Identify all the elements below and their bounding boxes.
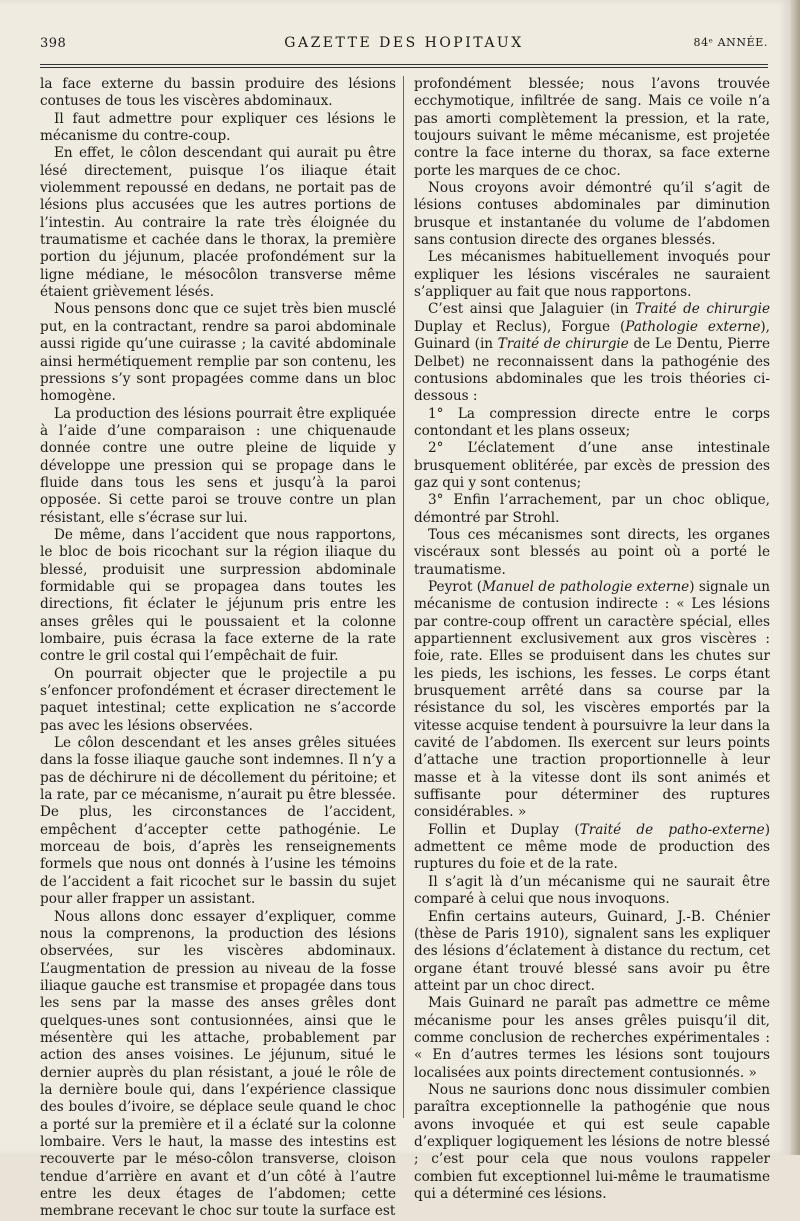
left-column	[40, 76, 396, 1221]
paragraph: Il s’agit là d’un mécanisme qui ne saurait être comparé à celui que nous invoquons.	[414, 873, 770, 908]
paragraph: Nous ne saurions donc nous dissimuler combien paraîtra exceptionnelle la pathogénie que nous avons invoquée et qui est seule capable d’expliquer logiquement les lésions de notre blessé ; c’est pour cela que nous voulons rappeler combien fut exceptionnel lui-même le traumatisme qui a déterminé ces lésions.	[414, 1081, 770, 1202]
paragraph-citations	[414, 579, 770, 822]
list-item: 3° Enfin l’arrachement, par un choc oblique, démontré par Strohl.	[414, 492, 770, 526]
paragraph: Tous ces mécanismes sont directs, les organes viscéraux sont blessés au point où a porté le traumatisme.	[414, 526, 770, 578]
text-run: C’est ainsi que Jalaguier (in	[428, 301, 635, 318]
page-edge	[790, 0, 800, 1155]
cited-work-title: Pathologie externe	[625, 318, 761, 335]
text-run: ), Guinard (in	[414, 318, 770, 353]
cited-work-title: Manuel de pathologie externe	[482, 578, 690, 595]
column-divider	[403, 76, 404, 1118]
cited-work-title: Traité de chirurgie	[497, 336, 629, 353]
header-rule-top	[40, 64, 768, 65]
paragraph: Enfin certains auteurs, Guinard, J.-B. Chénier (thèse de Paris 1910), signalent sans les expliquer des lésions d’éclatement à distance du rectum, cet organe étant trouvé blessé sans avoir pu être atteint par un choc direct.	[414, 908, 770, 994]
text-run: ) admettent ce même mode de production des ruptures du foie et de la rate.	[414, 821, 771, 873]
paragraph: Nous croyons avoir démontré qu’il s’agit de lésions contuses abdominales par diminution brusque et instantanée du volume de l’abdomen sans contusion directe des organes blessés.	[414, 180, 770, 249]
paragraph: Le côlon descendant et les anses grêles situées dans la fosse iliaque gauche sont indemnes. Il n’y a pas de déchirure ni de décollement du péritoine; et la rate, par ce mécanisme, n’aurait pu être blessée. De plus, les circonstances de l’accident, empêchent d’accepter cette pathogénie. Le morceau de bois, d’après les renseignements formels que nous ont donnés à l’usine les témoins de l’accident a fait ricochet sur le bassin du sujet pour aller frapper un assistant.	[40, 735, 396, 908]
paragraph: En effet, le côlon descendant qui aurait pu être lésé directement, puisque l’os iliaque était violemment repoussé en dedans, ne portait pas de lésions plus accusées que les autres portions de l’intestin. Au contraire la rate très éloignée du traumatisme et cachée dans le thorax, la première portion du jéjunum, placée profondément sur la ligne médiane, le mésocôlon transverse même étaient grièvement lésés.	[40, 145, 396, 301]
paragraph: Il faut admettre pour expliquer ces lésions le mécanisme du contre-coup.	[40, 110, 396, 145]
paragraph-citations	[414, 822, 770, 874]
right-column	[414, 76, 770, 1203]
page-number: 398	[40, 36, 67, 51]
cited-work-title: Traité de patho-externe	[579, 821, 765, 838]
paragraph: Nous pensons donc que ce sujet très bien musclé put, en la contractant, rendre sa paroi abdominale aussi rigide qu’une cuirasse ; la cavité abdominale ainsi hermétiquement remplie par son contenu, les pressions s’y sont propagées comme dans un bloc homogène.	[40, 301, 396, 405]
paragraph: Les mécanismes habituellement invoqués pour expliquer les lésions viscérales ne sauraient s’appliquer au fait que nous rapportons.	[414, 249, 770, 301]
text-run: de Le Dentu, Pierre Delbet) ne reconnaissent dans la pathogénie des contusions abdominales que les trois théories ci-dessous :	[414, 336, 770, 405]
journal-title: GAZETTE DES HOPITAUX	[284, 35, 524, 51]
paragraph: Mais Guinard ne paraît pas admettre ce même mécanisme pour les anses grêles puisqu’il dit, comme conclusion de recherches expérimentales : « En d’autres termes les lésions sont toujours localisées aux points directement contusionnés. »	[414, 995, 770, 1081]
text-run: Duplay et Reclus), Forgue (	[414, 318, 626, 335]
paragraph: profondément blessée; nous l’avons trouvée ecchymotique, infiltrée de sang. Mais ce voile n’a pas amorti complètement la pression, et la rate, toujours suivant le même mécanisme, est projetée contre la face interne du thorax, sa face externe porte les marques de ce choc.	[414, 76, 770, 179]
text-run: Peyrot (	[428, 578, 483, 595]
paragraph-citations	[414, 301, 770, 405]
running-header	[40, 30, 768, 58]
paragraph: De même, dans l’accident que nous rapportons, le bloc de bois ricochant sur la région iliaque du blessé, produisit une surpression abdominale formidable qui se propagea dans toutes les directions, fit éclater le jéjunum pris entre les anses grêles qui le poussaient et la colonne lombaire, puis écrasa la face externe de la rate contre le gril costal qui l’empêchait de fuir.	[40, 526, 396, 665]
text-run: ) signale un mécanisme de contusion indirecte : « Les lésions par contre-coup offrent un caractère spécial, elles appartiennent exclusivement aux gros viscères : foie, rate. Elles se produisent dans les chutes sur les pieds, les ischions, les fesses. Le corps étant brusquement arrêté dans sa course par la résistance du sol, les viscères emportés par la vitesse acquise tendent à poursuivre la leur dans la cavité de l’abdomen. Ils exercent sur leurs points d’attache une traction proportionnelle à leur masse et à la vitesse dont ils sont animés et suffisante pour déterminer des ruptures considérables. »	[414, 578, 770, 821]
paragraph: la face externe du bassin produire des lésions contuses de tous les viscères abdominaux.	[40, 76, 396, 110]
cited-work-title: Traité de chirurgie	[634, 301, 770, 318]
header-rule-bottom	[40, 67, 768, 68]
paragraph: On pourrait objecter que le projectile a pu s’enfoncer profondément et écraser directement le paquet intestinal; cette explication ne s’accorde pas avec les lésions observées.	[40, 665, 396, 734]
paragraph: La production des lésions pourrait être expliquée à l’aide d’une comparaison : une chiquenaude donnée contre une outre pleine de liquide y développe une pression qui se propage dans le fluide dans tous les sens et jusqu’à la paroi opposée. Si cette paroi se trouve contre un plan résistant, elle s’écrase sur lui.	[40, 405, 396, 526]
list-item: 2° L’éclatement d’une anse intestinale brusquement oblitérée, par excès de pression des gaz qui y sont contenus;	[414, 440, 770, 491]
year-label: 84ᵉ ANNÉE.	[693, 36, 768, 49]
text-run: Follin et Duplay (	[428, 821, 580, 838]
paragraph: Nous allons donc essayer d’expliquer, comme nous la comprenons, la production des lésions observées, sur les viscères abdominaux. L’augmentation de pression au niveau de la fosse iliaque gauche est transmise et propagée dans tous les sens par la masse des anses grêles dont quelques-unes sont contusionnées, ainsi que le mésentère qui les attache, probablement par action des anses voisines. Le jéjunum, situé le dernier auprès du plan résistant, a joué le rôle de la dernière boule qui, dans l’expérience classique des boules d’ivoire, se déplace seule quand le choc a porté sur la première et il a éclaté sur la colonne lombaire. Vers le haut, la masse des intestins est recouverte par le méso-côlon transverse, cloison tendue d’arrière en avant et d’un côté à l’autre entre les deux étages de l’abdomen; cette membrane recevant le choc sur toute la surface est	[40, 908, 396, 1220]
list-item: 1° La compression directe entre le corps contondant et les plans osseux;	[414, 405, 770, 439]
